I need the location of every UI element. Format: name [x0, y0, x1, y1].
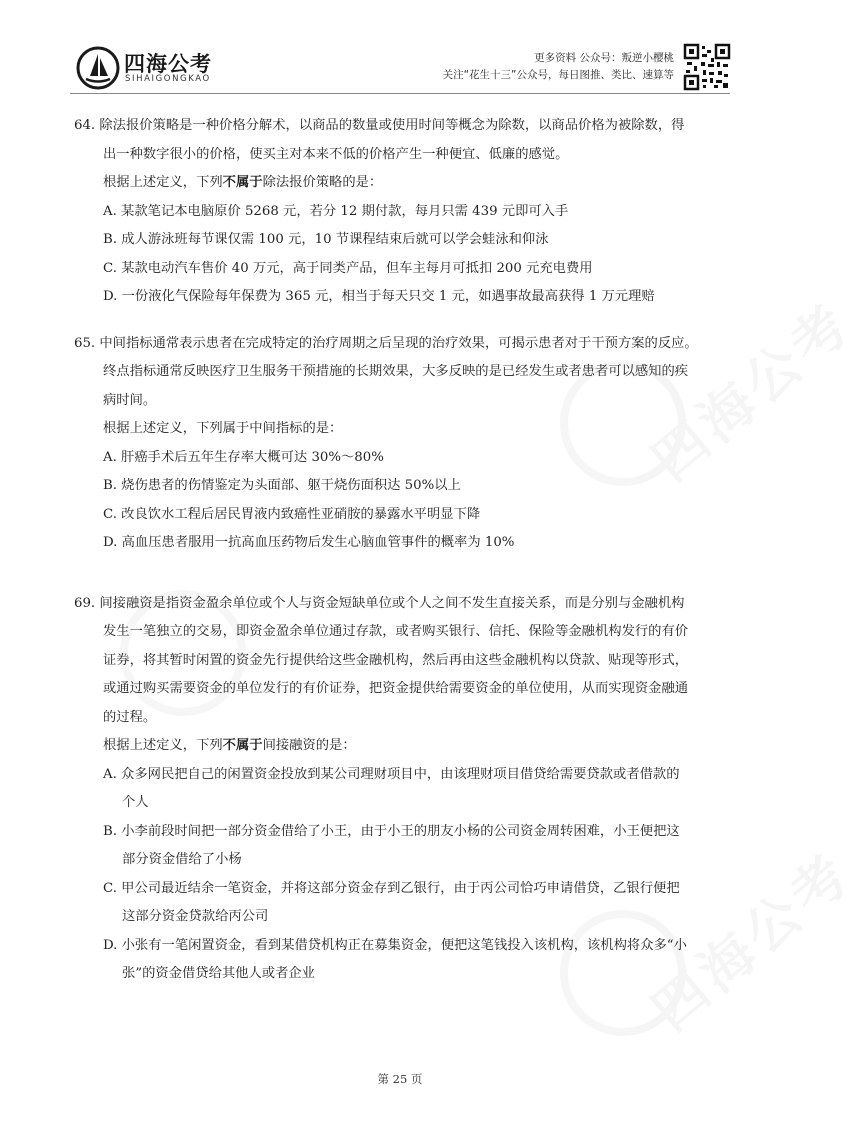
- option-c: C. 甲公司最近结余一笔资金，并将这部分资金存到乙银行，由于丙公司恰巧申请借贷，乙银行便把: [103, 880, 680, 896]
- emphasis-text: 不属于: [222, 175, 263, 190]
- option-c-continued: 这部分资金贷款给丙公司: [122, 909, 269, 924]
- question-stem-line: 出一种数字很小的价格，使买主对本来不低的价格产生一种便宜、低廉的感觉。: [103, 146, 569, 162]
- option-c: C. 改良饮水工程后居民胃液内致癌性亚硝胺的暴露水平明显下降: [103, 506, 481, 522]
- header-line-2: 关注“花生十三”公众号，每日图推、类比、速算等: [442, 69, 674, 81]
- option-a: A. 肝癌手术后五年生存率大概可达 30%～80%: [103, 449, 384, 465]
- header-line-1: 更多资料 公众号：叛逆小樱桃: [534, 52, 674, 64]
- option-d-continued: 张”的资金借贷给其他人或者企业: [122, 966, 315, 981]
- option-a: A. 某款笔记本电脑原价 5268 元，若分 12 期付款，每月只需 439 元即可入手: [103, 203, 569, 219]
- emphasis-text: 不属于: [222, 738, 263, 753]
- questions-body: [74, 112, 734, 989]
- question-prompt: 根据上述定义，下列不属于除法报价策略的是：: [103, 175, 383, 190]
- header-divider: [70, 93, 730, 94]
- question-prompt: 根据上述定义，下列属于中间指标的是：: [103, 421, 343, 436]
- question-stem-line: 64. 除法报价策略是一种价格分解术，以商品的数量或使用时间等概念为除数，以商品价格为被除数，得: [74, 118, 685, 133]
- question-stem-line: 病时间。: [103, 392, 157, 408]
- option-d: D. 小张有一笔闲置资金，看到某借贷机构正在募集资金，便把这笔钱投入该机构，该机构将众多“小: [103, 937, 687, 953]
- question-prompt: 根据上述定义，下列不属于间接融资的是：: [103, 738, 356, 753]
- option-d: D. 高血压患者服用一抗高血压药物后发生心脑血管事件的概率为 10%: [103, 535, 515, 550]
- question-65: [74, 330, 734, 558]
- brand-logo: [76, 44, 266, 92]
- question-69: [74, 590, 734, 989]
- option-b: B. 小李前段时间把一部分资金借给了小王，由于小王的朋友小杨的公司资金周转困难，小王便把这: [103, 823, 680, 839]
- document-page: 四海公考 四海公考 四海公考 SIHAIGONGKAO 更多资料 公众号：叛逆小樱桃 关注“花生十三”公众号，每日图推、类比、速算等 64. 除法报价策略是一种价格分解术，以商品的数量或使用时间等概念为除数，以商品价格为被除数，得 出一种数字很小的价格，使买主对本来不低的价格产生一种便宜、低廉的感觉。 根据上述定义，下列不属于除法报价策略的是： A. 某款笔记本电脑原价 5268 元，若分 12 期付款，每月只需 439 元即可入手 B. 成人游泳班每节课仅需 100 元，10 节课程结束后就可以学会蛙泳和仰泳 C. 某款电动汽车售价 40 万元，高于同类产品，但车主每月可抵扣 200 元充电费用 D. 一份液化气保险每年保费为 365 元，相当于每天只交 1 元，如遇事故最高获得 1 万元理赔 65. 中间指标通常表示患者在完成特定的治疗周期之后呈现的治疗效果，可揭示患者对于干预方案的反应。 终点指标通常反映医疗卫生服务干预措施的长期效果，大多反映的是已经发生或者患者可以感知的疾 病时间。 根据上述定义，下列属于中间指标的是： A. 肝癌手术后五年生存率大概可达 30%～80% B. 烧伤患者的伤情鉴定为头面部、躯干烧伤面积达 50%以上 C. 改良饮水工程后居民胃液内致癌性亚硝胺的暴露水平明显下降 D. 高血压患者服用一抗高血压药物后发生心脑血管事件的概率为 10% 69. 间接融资是指资金盈余单位或个人与资金短缺单位或个人之间不发生直接关系，而是分别与金融机构 发生一笔独立的交易，即资金盈余单位通过存款，或者购买银行、信托、保险等金融机构发行的有价 证券，将其暂时闲置的资金先行提供给这些金融机构，然后再由这些金融机构以贷款、贴现等形式， 或通过购买需要资金的单位发行的有价证券，把资金提供给需要资金的单位使用，从而实现资金融通 的过程。 根据上述定义，下列不属于间接融资的是： A. 众多网民把自己的闲置资金投放到某公司理财项目中，由该理财项目借贷给需要贷款或者借款的 个人 B. 小李前段时间把一部分资金借给了小王，由于小王的朋友小杨的公司资金周转困难，小王便把这 部分资金借给了小杨 C. 甲公司最近结余一笔资金，并将这部分资金存到乙银行，由于丙公司恰巧申请借贷，乙银行便把 这部分资金贷款给丙公司 D. 小张有一笔闲置资金，看到某借贷机构正在募集资金，便把这笔钱投入该机构，该机构将众多“小 张”的资金借贷给其他人或者企业 第 25 页: [0, 0, 800, 1132]
- option-c: C. 某款电动汽车售价 40 万元，高于同类产品，但车主每月可抵扣 200 元充电费用: [103, 260, 593, 276]
- header-promo: [443, 50, 674, 84]
- option-d: D. 一份液化气保险每年保费为 365 元，相当于每天只交 1 元，如遇事故最高获得 1 万元理赔: [103, 289, 655, 304]
- option-a-continued: 个人: [122, 795, 149, 810]
- logo-subtitle: SIHAIGONGKAO: [125, 74, 211, 84]
- question-stem-line: 终点指标通常反映医疗卫生服务干预措施的长期效果，大多反映的是已经发生或者患者可以感知的疾: [103, 364, 689, 379]
- sailboat-logo-icon: [76, 46, 120, 90]
- question-stem-line: 的过程。: [103, 709, 157, 725]
- question-stem-line: 或通过购买需要资金的单位发行的有价证券，把资金提供给需要资金的单位使用，从而实现资金融通: [103, 681, 689, 696]
- option-a: A. 众多网民把自己的闲置资金投放到某公司理财项目中，由该理财项目借贷给需要贷款或者借款的: [103, 766, 680, 782]
- question-stem-line: 证券，将其暂时闲置的资金先行提供给这些金融机构，然后再由这些金融机构以贷款、贴现等形式，: [103, 652, 689, 668]
- page-number: 第 25 页: [377, 1072, 423, 1086]
- logo-wordmark: 四海公考: [124, 52, 212, 76]
- qr-code-icon: [684, 44, 730, 90]
- page-header: [70, 44, 730, 94]
- option-b-continued: 部分资金借给了小杨: [122, 852, 242, 867]
- question-stem-line: 发生一笔独立的交易，即资金盈余单位通过存款，或者购买银行、信托、保险等金融机构发行的有价: [103, 624, 689, 639]
- question-stem-line: 65. 中间指标通常表示患者在完成特定的治疗周期之后呈现的治疗效果，可揭示患者对于干预方案的反应。: [74, 335, 698, 351]
- option-b: B. 成人游泳班每节课仅需 100 元，10 节课程结束后就可以学会蛙泳和仰泳: [103, 232, 549, 247]
- question-stem-line: 69. 间接融资是指资金盈余单位或个人与资金短缺单位或个人之间不发生直接关系，而是分别与金融机构: [74, 595, 685, 611]
- question-64: [74, 112, 734, 312]
- option-b: B. 烧伤患者的伤情鉴定为头面部、躯干烧伤面积达 50%以上: [103, 478, 461, 493]
